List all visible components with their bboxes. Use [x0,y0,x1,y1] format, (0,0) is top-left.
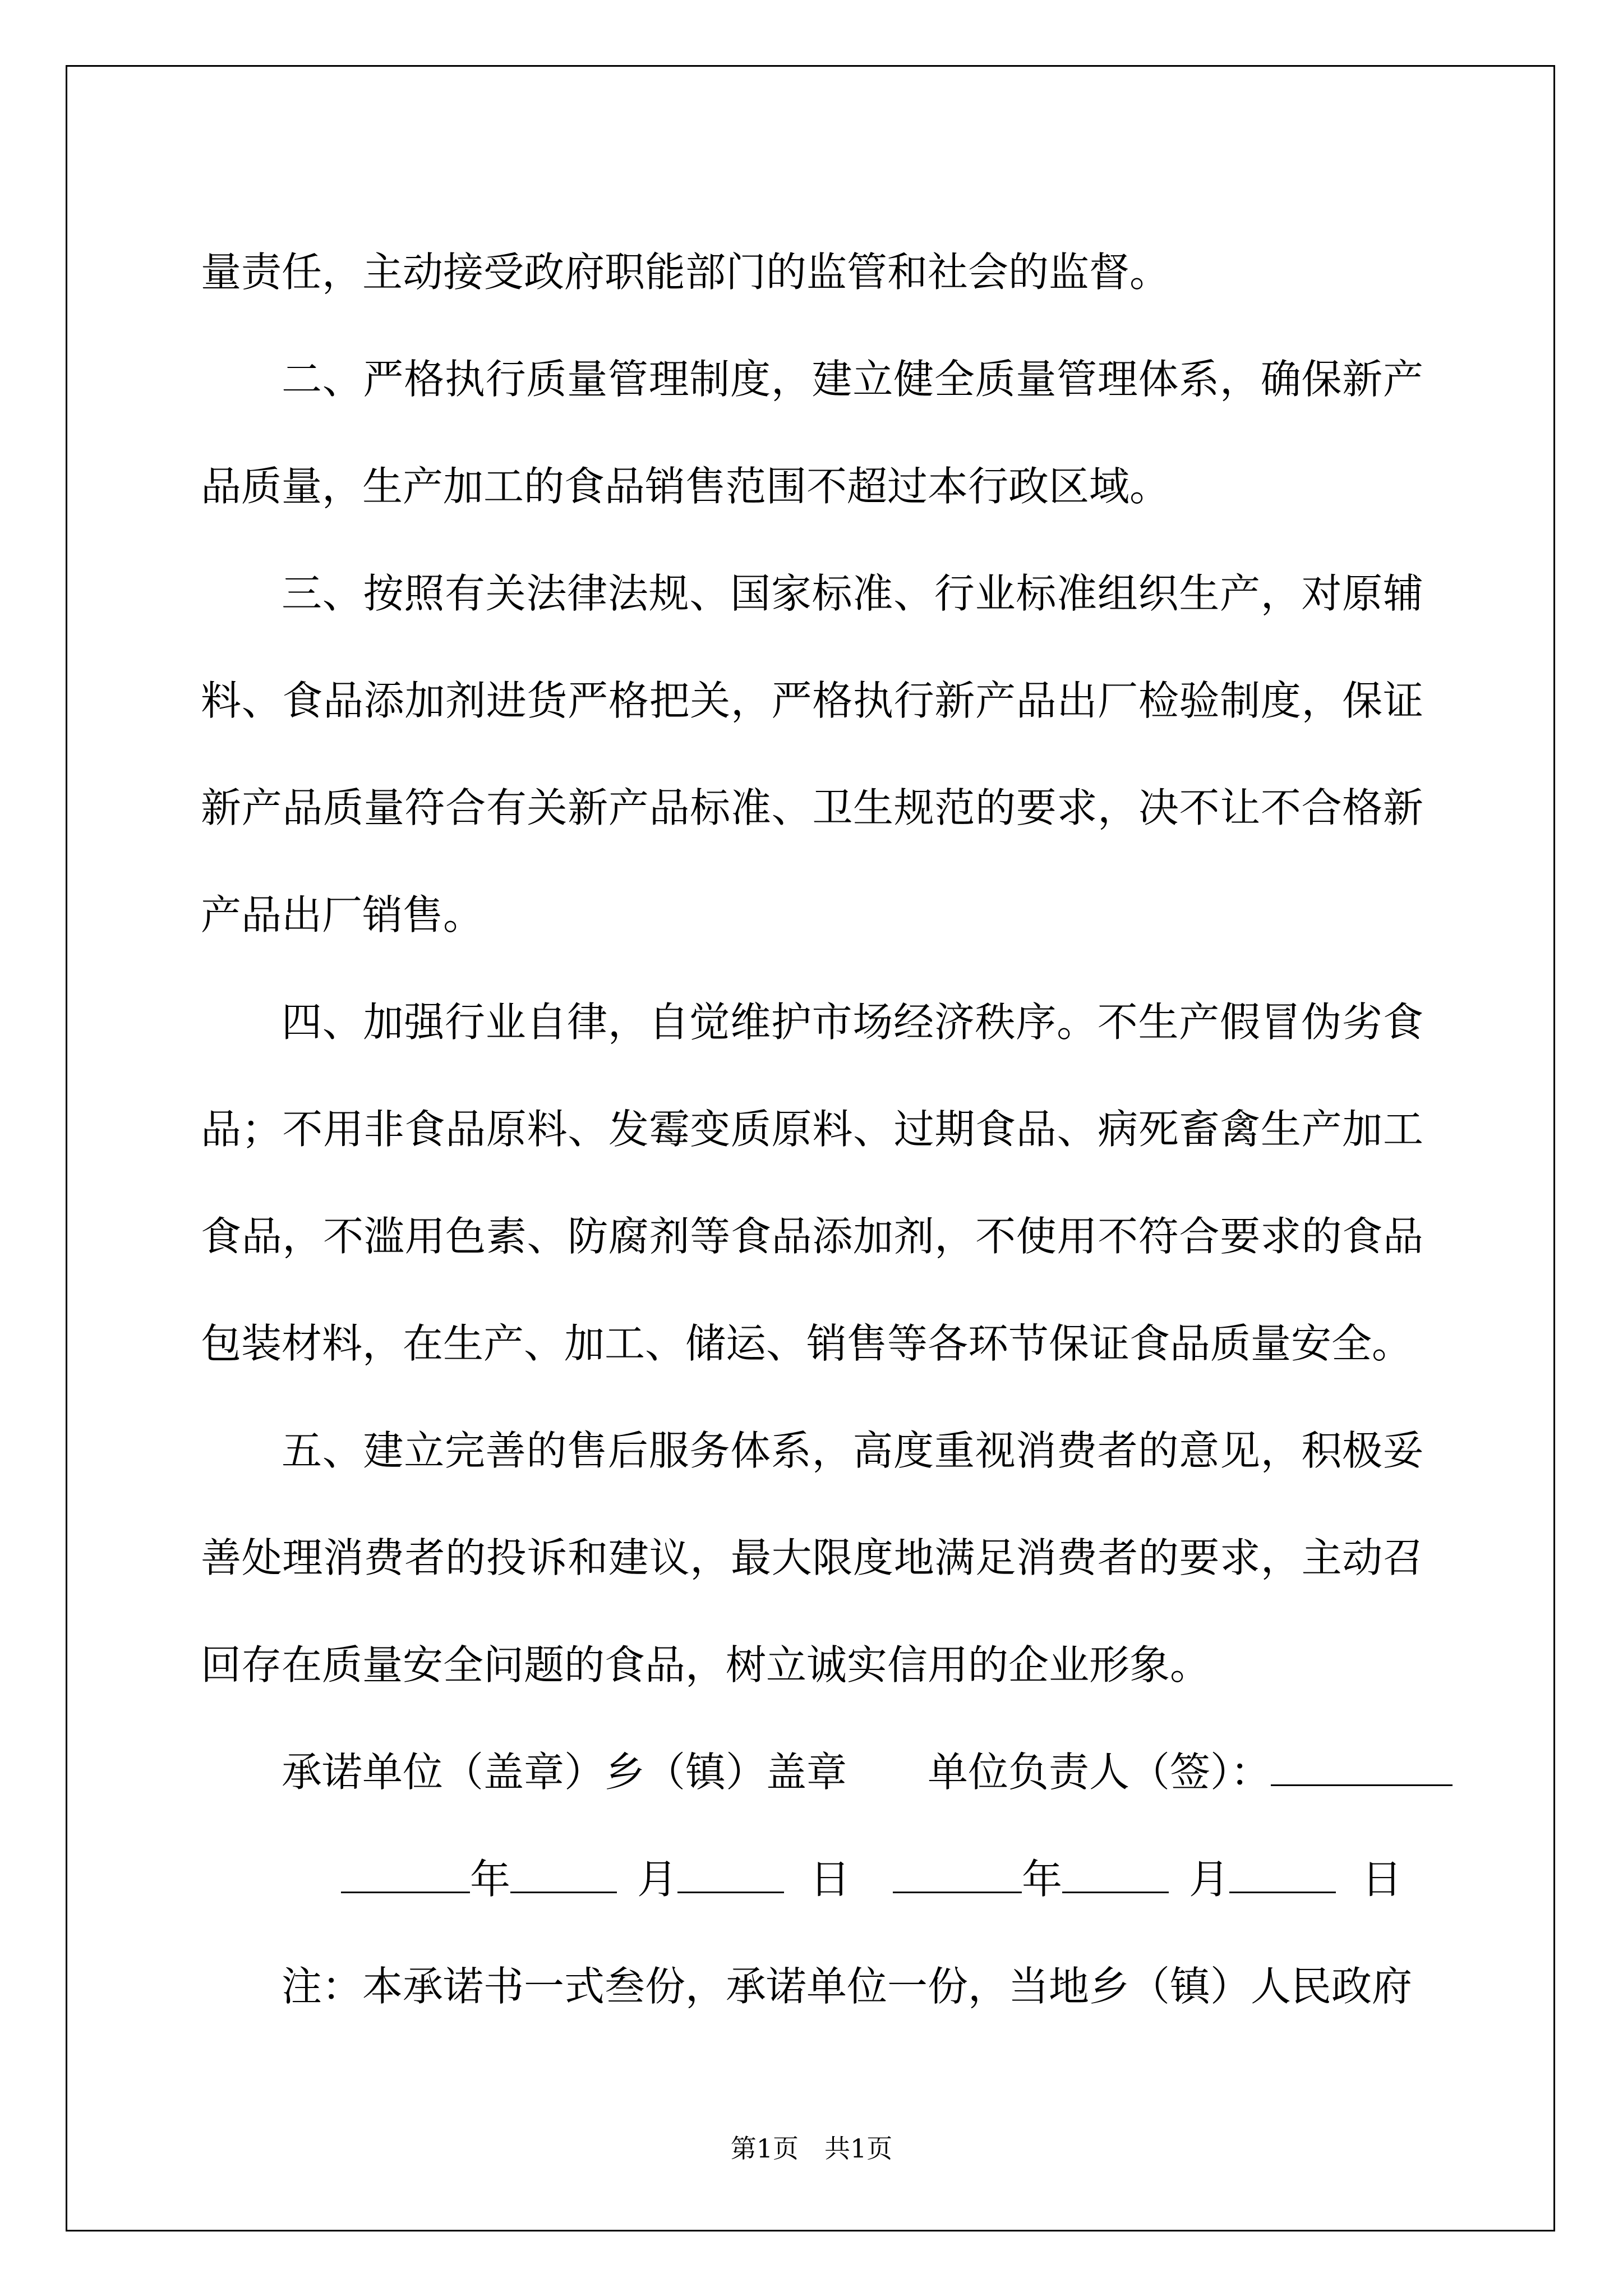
year-blank-line [341,1858,470,1893]
date-group-left [341,1826,850,1933]
paragraph-2: 二、严格执行质量管理制度，建立健全质量管理体系，确保新产品质量，生产加工的食品销售范围不超过本行政区域。 [201,356,1423,510]
unit-leader-signature [928,1719,1453,1826]
paragraph-4: 四、加强行业自律，自觉维护市场经济秩序。不生产假冒伪劣食品；不用非食品原料、发霉变质原料、过期食品、病死畜禽生产加工食品，不滥用色素、防腐剂等食品添加剂，不使用不符合要求的食品包装材料，在生产、加工、储运、销售等各环节保证食品质量安全。 [201,999,1423,1367]
date-group-right [893,1826,1402,1933]
committing-unit-seal-label: 承诺单位（盖章）乡（镇）盖章 [282,1749,847,1796]
day-blank-line [1229,1858,1336,1893]
month-label: 月 [1189,1856,1230,1903]
day-label: 日 [810,1856,851,1903]
signature-blank-line [1271,1751,1453,1786]
paragraph-3: 三、按照有关法律法规、国家标准、行业标准组织生产，对原辅料、食品添加剂进货严格把关，严格执行新产品出厂检验制度，保证新产品质量符合有关新产品标准、卫生规范的要求，决不让不合格新产品出厂销售。 [201,570,1423,938]
day-label: 日 [1362,1856,1403,1903]
page-number: 第1页 [730,2133,799,2164]
page-footer [0,2132,1623,2165]
year-label: 年 [470,1856,511,1903]
document-body [201,219,1423,2040]
paragraph-5: 五、建立完善的售后服务体系，高度重视消费者的意见，积极妥善处理消费者的投诉和建议，最大限度地满足消费者的要求，主动召回存在质量安全问题的食品，树立诚实信用的企业形象。 [201,1427,1423,1688]
paragraph-1: 量责任，主动接受政府职能部门的监管和社会的监督。 [201,249,1170,296]
month-label: 月 [637,1856,678,1903]
date-row [201,1826,1423,1933]
unit-leader-label: 单位负责人（签）： [928,1749,1271,1796]
page-total: 共1页 [824,2133,893,2164]
month-blank-line [510,1858,617,1893]
month-blank-line [1062,1858,1169,1893]
year-label: 年 [1022,1856,1063,1903]
day-blank-line [677,1858,784,1893]
note-paragraph: 注：本承诺书一式叁份，承诺单位一份，当地乡（镇）人民政府 [282,1963,1413,2010]
year-blank-line [893,1858,1022,1893]
signature-row [201,1719,1423,1826]
